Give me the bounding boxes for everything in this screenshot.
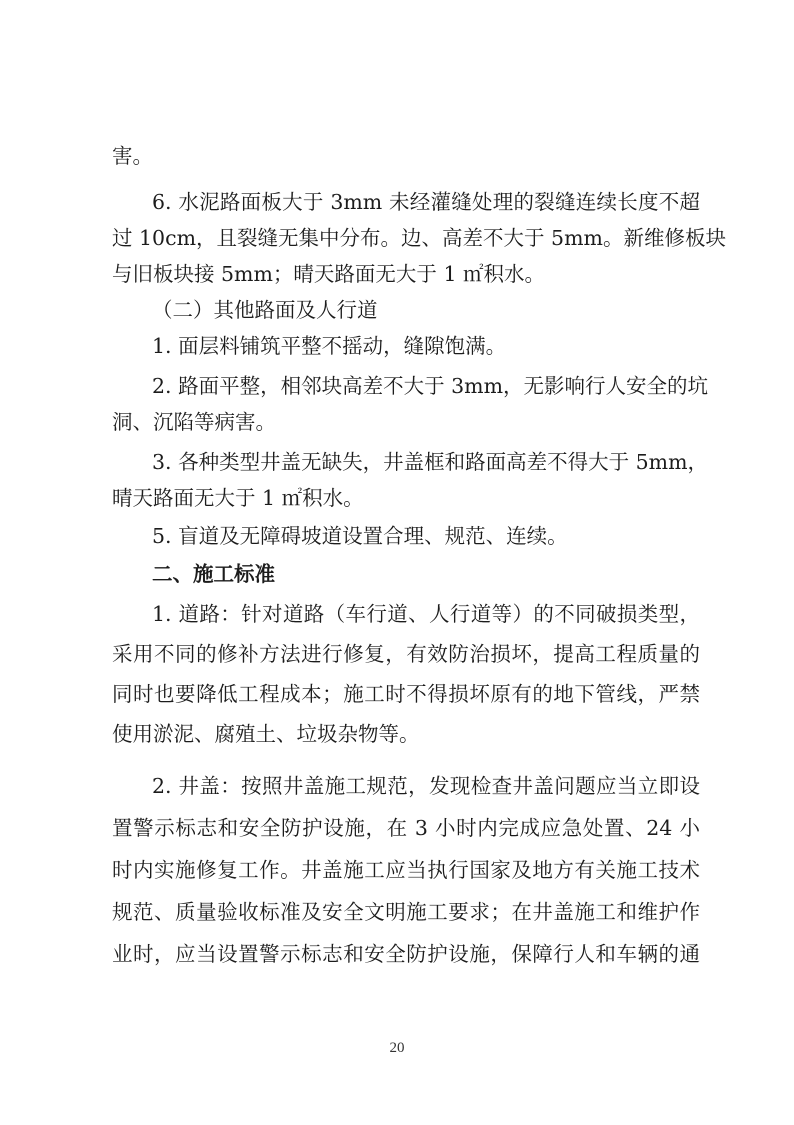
text-line: 2. 井盖：按照井盖施工规范，发现检查井盖问题应当立即设 — [152, 774, 700, 798]
text-line: 规范、质量验收标准及安全文明施工要求；在井盖施工和维护作 — [112, 900, 700, 924]
text-line: 过 10cm，且裂缝无集中分布。边、高差不大于 5mm。新维修板块 — [112, 226, 726, 250]
text-line: 与旧板块接 5mm；晴天路面无大于 1 ㎡积水。 — [112, 262, 546, 286]
text-line: 洞、沉陷等病害。 — [112, 410, 276, 434]
text-line: 同时也要降低工程成本；施工时不得损坏原有的地下管线，严禁 — [112, 682, 700, 706]
text-line: 害。 — [112, 144, 153, 168]
text-line: 使用淤泥、腐殖土、垃圾杂物等。 — [112, 722, 420, 746]
text-line: 晴天路面无大于 1 ㎡积水。 — [112, 486, 364, 510]
text-line: 1. 道路：针对道路（车行道、人行道等）的不同破损类型， — [152, 602, 700, 626]
text-line: 时内实施修复工作。井盖施工应当执行国家及地方有关施工技术 — [112, 858, 700, 882]
text-line: 业时，应当设置警示标志和安全防护设施，保障行人和车辆的通 — [112, 942, 700, 966]
text-line: 1. 面层料铺筑平整不摇动，缝隙饱满。 — [152, 334, 507, 358]
section-heading: （二）其他路面及人行道 — [152, 298, 378, 322]
text-line: 2. 路面平整，相邻块高差不大于 3mm，无影响行人安全的坑 — [152, 374, 709, 398]
text-line: 5. 盲道及无障碍坡道设置合理、规范、连续。 — [152, 524, 568, 548]
text-line: 采用不同的修补方法进行修复，有效防治损坏，提高工程质量的 — [112, 642, 700, 666]
section-heading: 二、施工标准 — [152, 562, 275, 586]
text-line: 6. 水泥路面板大于 3mm 未经灌缝处理的裂缝连续长度不超 — [152, 190, 700, 214]
text-line: 3. 各种类型井盖无缺失，井盖框和路面高差不得大于 5mm， — [152, 450, 709, 474]
text-line: 置警示标志和安全防护设施，在 3 小时内完成应急处置、24 小 — [112, 816, 700, 840]
page-number: 20 — [389, 1040, 405, 1056]
